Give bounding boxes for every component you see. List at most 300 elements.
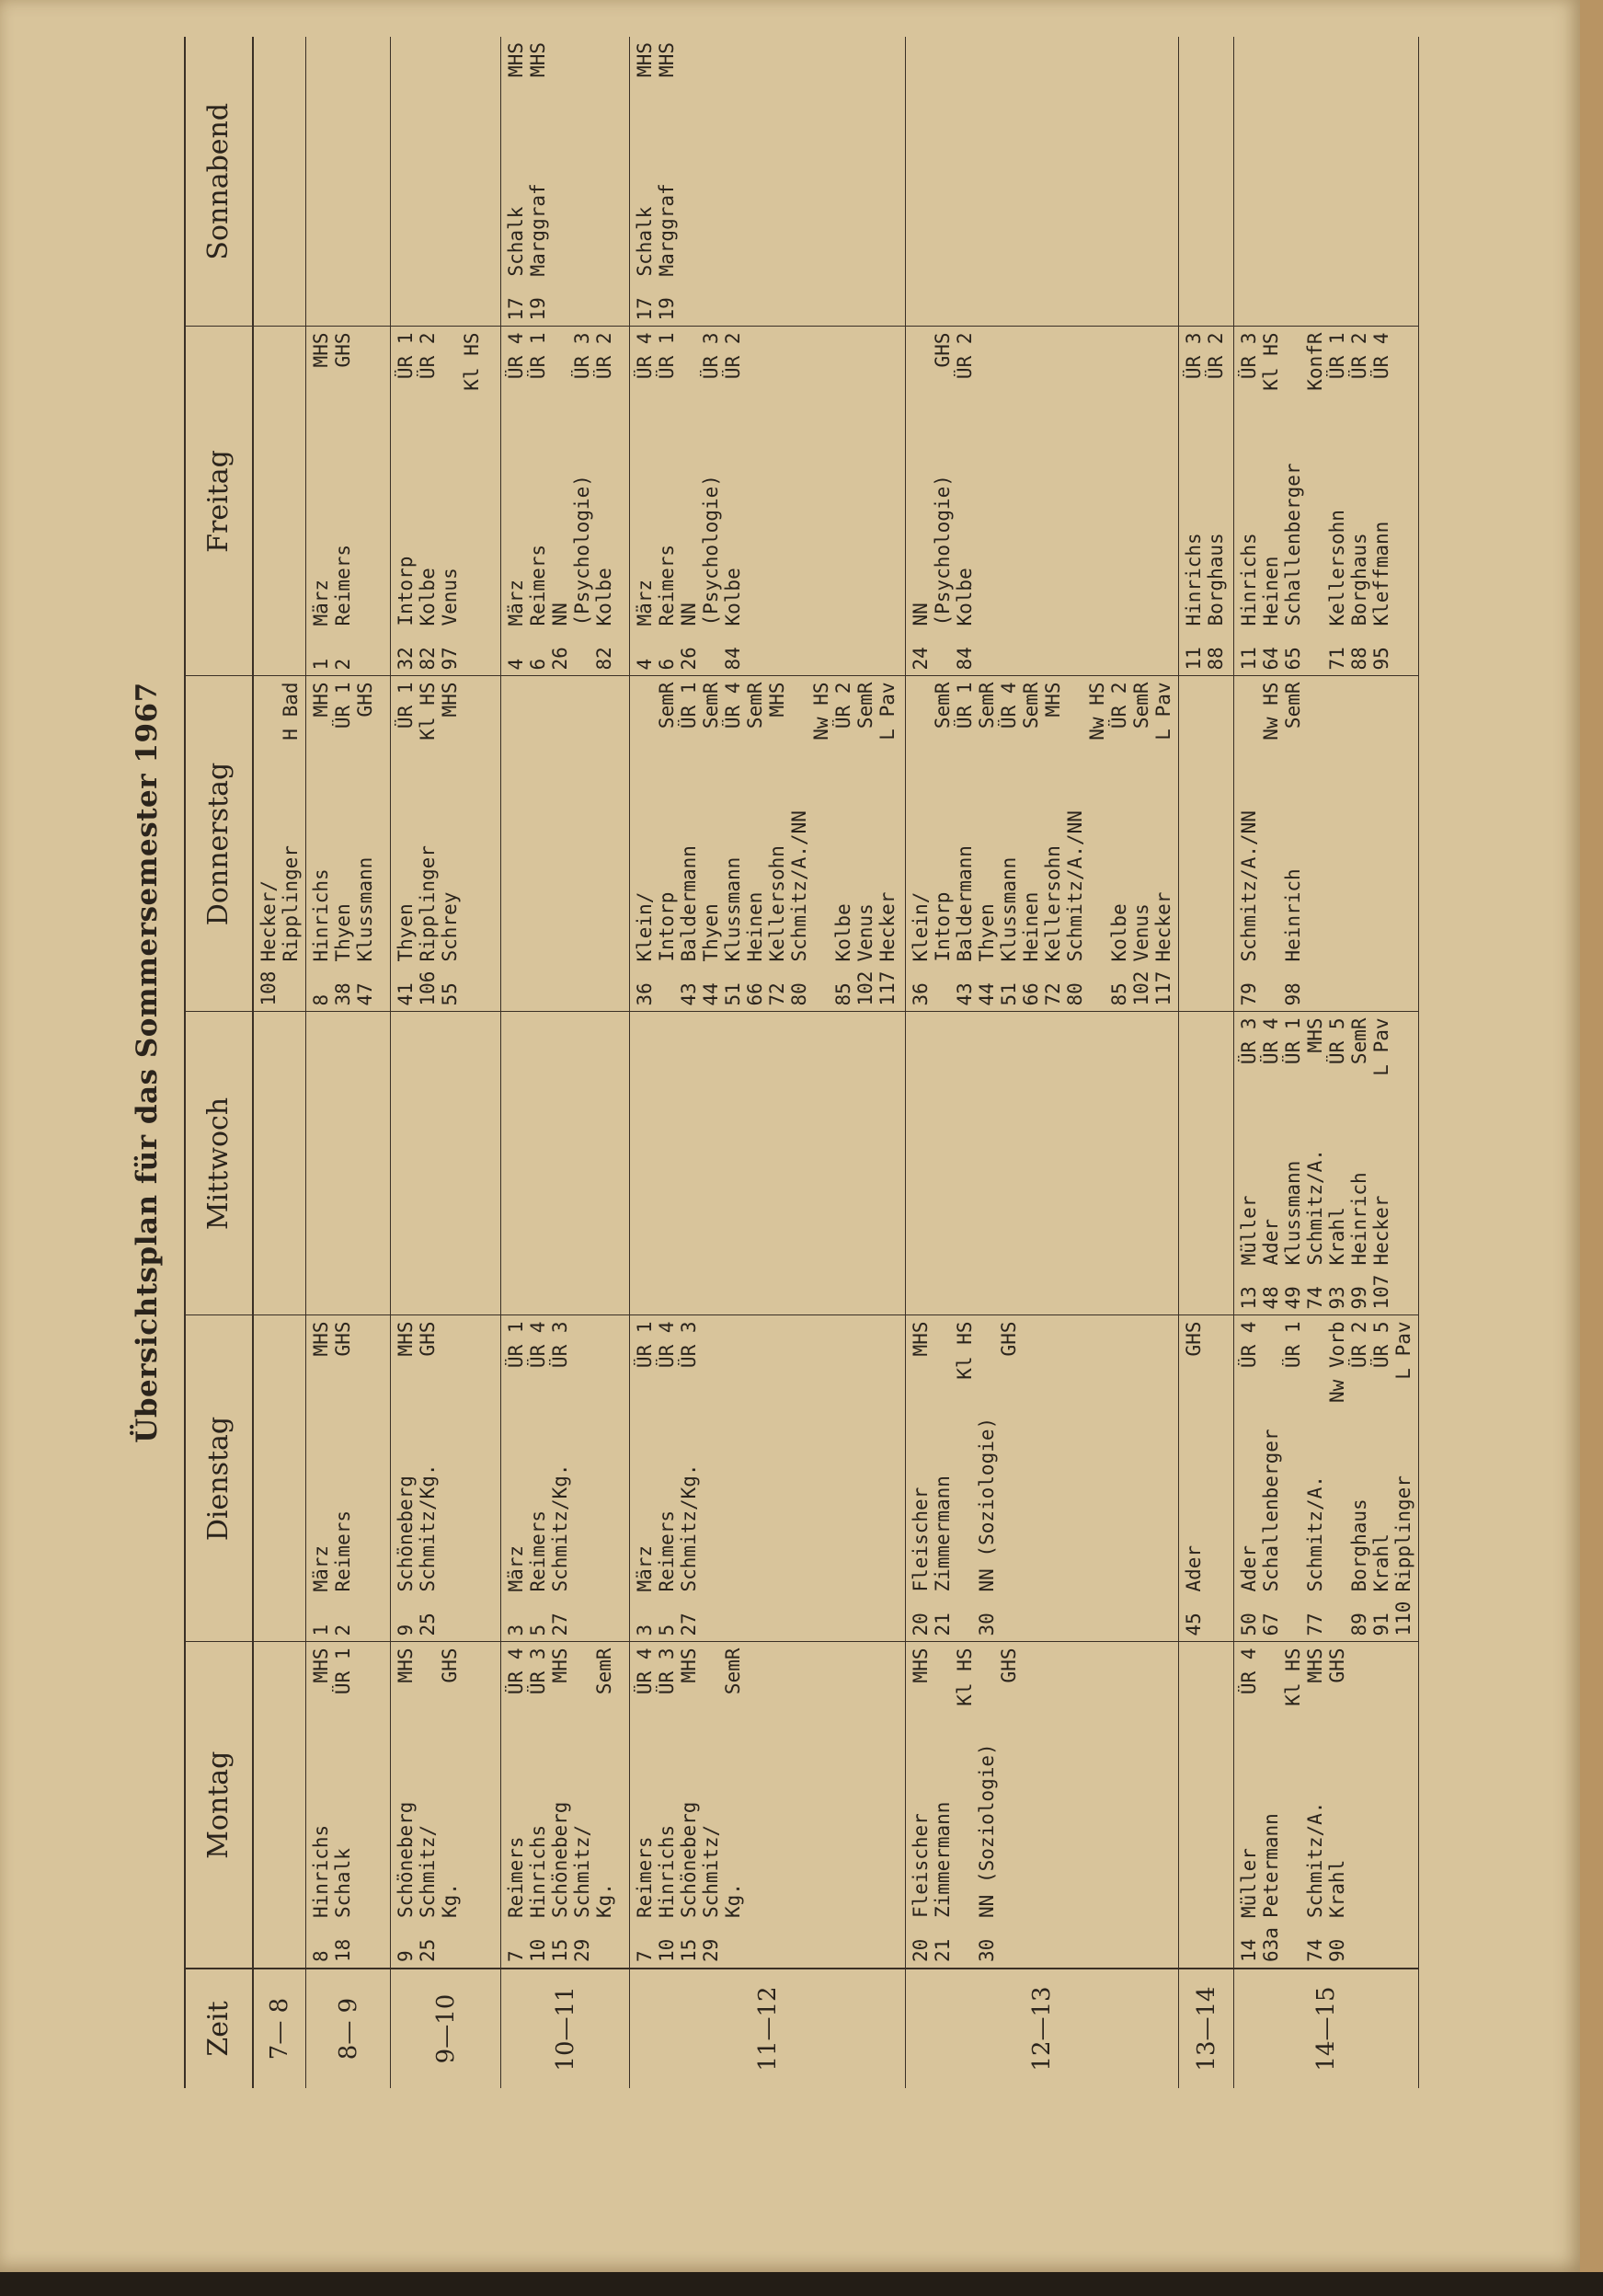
- course-entry: [439, 333, 461, 671]
- room-label: ÜR 5: [1326, 1017, 1348, 1065]
- room-label: ÜR 2: [1348, 332, 1370, 380]
- schedule-cell: [306, 327, 391, 676]
- room-label: MHS: [395, 1321, 417, 1357]
- course-entry: [1348, 1018, 1370, 1310]
- course-entry: [788, 683, 810, 1006]
- course-entry: [1152, 683, 1174, 1006]
- lecturer-name: Intorp: [395, 556, 417, 626]
- room-label: L Pav: [1392, 1321, 1414, 1380]
- schedule-cell: [630, 1012, 906, 1315]
- room-label: MHS: [549, 1647, 571, 1683]
- course-number: 110: [1392, 1601, 1414, 1636]
- room-label: ÜR 2: [954, 332, 976, 380]
- room-label: ÜR 2: [417, 332, 439, 380]
- room-label: MHS: [1304, 1647, 1326, 1683]
- course-number: 63a: [1260, 1927, 1282, 1962]
- room-label: KonfR: [1304, 332, 1326, 391]
- lecturer-name: Kellersohn: [1326, 510, 1348, 626]
- course-number: 20: [910, 1938, 932, 1962]
- room-label: ÜR 3: [549, 1321, 571, 1369]
- course-number: 117: [1152, 970, 1174, 1006]
- course-number: 66: [1020, 982, 1042, 1006]
- time-slot: 9—10: [391, 1969, 501, 2088]
- course-number: 106: [417, 970, 439, 1006]
- course-entry: [1282, 1018, 1304, 1310]
- course-entry: [332, 1648, 354, 1963]
- course-entry: [1326, 333, 1348, 671]
- lecturer-name: Schmitz/A./NN: [1238, 810, 1260, 962]
- course-entry: [1370, 1018, 1392, 1310]
- room-label: Nw HS: [1260, 682, 1282, 740]
- course-number: 27: [678, 1613, 700, 1636]
- schedule-cell: [630, 327, 906, 676]
- room-label: ÜR 1: [656, 332, 678, 380]
- room-label: GHS: [354, 682, 376, 718]
- course-number: 7: [505, 1950, 527, 1962]
- schedule-cell: [1234, 676, 1419, 1012]
- room-label: GHS: [417, 1321, 439, 1357]
- course-entry: [1282, 1648, 1304, 1963]
- schedule-cell: [391, 37, 501, 327]
- course-number: 43: [678, 982, 700, 1006]
- lecturer-name: Klussmann: [998, 856, 1020, 962]
- lecturer-name: NN (Soziologie): [976, 1417, 998, 1592]
- course-entry: [832, 683, 854, 1006]
- lecturer-name: Klussmann: [1282, 1160, 1304, 1266]
- course-entry: [1326, 1648, 1348, 1963]
- course-number: 5: [527, 1624, 549, 1636]
- room-label: SemR: [744, 682, 766, 729]
- lecturer-name: Hinrichs: [310, 868, 332, 962]
- course-number: 18: [332, 1938, 354, 1962]
- room-label: MHS: [656, 42, 678, 77]
- course-entry: [722, 683, 744, 1006]
- course-number: 21: [932, 1938, 954, 1962]
- course-entry: [280, 683, 302, 1006]
- lecturer-name: Intorp: [932, 891, 954, 962]
- room-label: ÜR 4: [722, 682, 744, 729]
- course-number: 84: [722, 647, 744, 671]
- rotated-schedule: [120, 37, 1416, 2088]
- course-entry: [700, 1648, 722, 1963]
- room-label: Kl HS: [461, 332, 483, 391]
- room-label: ÜR 4: [634, 1647, 656, 1695]
- course-entry: [439, 683, 461, 1006]
- room-label: GHS: [332, 1321, 354, 1357]
- lecturer-name: Klein/: [634, 891, 656, 962]
- lecturer-name: Schmitz/A.: [1304, 1801, 1326, 1918]
- course-number: 14: [1238, 1938, 1260, 1962]
- page-edge: [1580, 0, 1603, 2296]
- course-entry: [1183, 333, 1205, 671]
- course-entry: [634, 333, 656, 671]
- room-label: MHS: [310, 682, 332, 718]
- course-number: 8: [310, 993, 332, 1006]
- room-label: SemR: [1282, 682, 1304, 729]
- course-number: 30: [976, 1613, 998, 1636]
- course-entry: [1348, 333, 1370, 671]
- lecturer-name: Schmitz/: [571, 1824, 593, 1918]
- course-entry: [527, 333, 549, 671]
- course-entry: [932, 1322, 954, 1636]
- schedule-cell: [501, 327, 630, 676]
- course-entry: [910, 683, 932, 1006]
- lecturer-name: Fleischer: [910, 1487, 932, 1592]
- room-label: GHS: [1183, 1321, 1205, 1357]
- schedule-cell: [1179, 1012, 1234, 1315]
- schedule-cell: [630, 676, 906, 1012]
- course-number: 79: [1238, 982, 1260, 1006]
- course-number: 91: [1370, 1613, 1392, 1636]
- course-number: 107: [1370, 1274, 1392, 1310]
- course-entry: [766, 683, 788, 1006]
- lecturer-name: Schmitz/: [700, 1824, 722, 1918]
- header-sonnabend: Sonnabend: [185, 37, 253, 327]
- room-label: SemR: [700, 682, 722, 729]
- scan-border: [0, 2272, 1603, 2296]
- course-number: 11: [1183, 647, 1205, 671]
- lecturer-name: Borghaus: [1205, 533, 1227, 626]
- course-number: 13: [1238, 1286, 1260, 1310]
- lecturer-name: Ripplinger: [1392, 1475, 1414, 1592]
- course-entry: [461, 333, 483, 671]
- course-number: 49: [1282, 1286, 1304, 1310]
- course-entry: [593, 1648, 615, 1963]
- course-number: 95: [1370, 647, 1392, 671]
- course-number: 20: [910, 1613, 932, 1636]
- schedule-cell: [1234, 1012, 1419, 1315]
- course-entry: [656, 333, 678, 671]
- room-label: Nw Vorb: [1326, 1321, 1348, 1404]
- course-number: 3: [505, 1624, 527, 1636]
- course-number: 85: [832, 982, 854, 1006]
- lecturer-name: März: [634, 579, 656, 626]
- lecturer-name: Marggraf: [527, 183, 549, 277]
- course-entry: [678, 683, 700, 1006]
- course-entry: [1260, 1322, 1282, 1636]
- course-number: 88: [1348, 647, 1370, 671]
- lecturer-name: NN (Soziologie): [976, 1743, 998, 1918]
- room-label: ÜR 4: [1238, 1321, 1260, 1369]
- course-entry: [932, 333, 954, 671]
- course-number: 2: [332, 658, 354, 671]
- schedule-cell: [906, 37, 1179, 327]
- course-entry: [976, 1648, 998, 1963]
- room-label: SemR: [932, 682, 954, 729]
- course-entry: [1282, 683, 1304, 1006]
- course-entry: [722, 333, 744, 671]
- course-number: 74: [1304, 1286, 1326, 1310]
- course-entry: [549, 1322, 571, 1636]
- course-number: 6: [656, 658, 678, 671]
- course-number: 10: [656, 1938, 678, 1962]
- lecturer-name: Baldermann: [678, 845, 700, 962]
- schedule-row: [1234, 37, 1419, 2088]
- lecturer-name: Hecker/: [258, 879, 280, 962]
- room-label: Kl HS: [1282, 1647, 1304, 1706]
- course-number: 65: [1282, 647, 1304, 671]
- course-number: 29: [700, 1938, 722, 1962]
- lecturer-name: Reimers: [505, 1836, 527, 1918]
- course-entry: [310, 683, 332, 1006]
- course-number: 9: [395, 1950, 417, 1962]
- schedule-cell: [253, 1315, 306, 1642]
- room-label: SemR: [1020, 682, 1042, 729]
- room-label: ÜR 1: [1326, 332, 1348, 380]
- course-number: 29: [571, 1938, 593, 1962]
- header-donnerstag: Donnerstag: [185, 676, 253, 1012]
- room-label: SemR: [976, 682, 998, 729]
- course-entry: [395, 1648, 417, 1963]
- room-label: ÜR 1: [678, 682, 700, 729]
- lecturer-name: Thyen: [332, 903, 354, 962]
- schedule-row: [1179, 37, 1234, 2088]
- course-number: 19: [656, 297, 678, 321]
- course-number: 19: [527, 297, 549, 321]
- course-number: 21: [932, 1613, 954, 1636]
- room-label: ÜR 3: [527, 1647, 549, 1695]
- room-label: ÜR 2: [1108, 682, 1130, 729]
- course-entry: [1326, 1322, 1348, 1636]
- course-number: 67: [1260, 1613, 1282, 1636]
- lecturer-name: Thyen: [395, 903, 417, 962]
- course-entry: [678, 1648, 700, 1963]
- lecturer-name: Klein/: [910, 891, 932, 962]
- lecturer-name: Thyen: [700, 903, 722, 962]
- room-label: ÜR 1: [395, 332, 417, 380]
- room-label: SemR: [1130, 682, 1152, 729]
- room-label: Kl HS: [417, 682, 439, 740]
- course-entry: [439, 1648, 461, 1963]
- course-entry: [505, 1648, 527, 1963]
- lecturer-name: März: [310, 579, 332, 626]
- course-entry: [1304, 1018, 1326, 1310]
- time-slot: 10—11: [501, 1969, 630, 2088]
- course-number: 55: [439, 982, 461, 1006]
- room-label: MHS: [310, 1321, 332, 1357]
- schedule-cell: [306, 37, 391, 327]
- course-entry: [1183, 1322, 1205, 1636]
- course-entry: [310, 333, 332, 671]
- course-number: 108: [258, 970, 280, 1006]
- room-label: ÜR 4: [505, 1647, 527, 1695]
- course-number: 51: [998, 982, 1020, 1006]
- lecturer-name: Intorp: [656, 891, 678, 962]
- lecturer-name: Kg.: [722, 1883, 744, 1918]
- course-entry: [417, 1322, 439, 1636]
- course-entry: [1205, 333, 1227, 671]
- lecturer-name: Kolbe: [832, 903, 854, 962]
- course-entry: [354, 683, 376, 1006]
- room-label: ÜR 2: [722, 332, 744, 380]
- course-number: 43: [954, 982, 976, 1006]
- time-slot: 11—12: [630, 1969, 906, 2088]
- room-label: GHS: [998, 1647, 1020, 1683]
- schedule-cell: [391, 327, 501, 676]
- course-entry: [395, 683, 417, 1006]
- course-entry: [744, 683, 766, 1006]
- lecturer-name: Kolbe: [722, 568, 744, 626]
- course-entry: [1260, 1648, 1282, 1963]
- lecturer-name: Heinen: [744, 891, 766, 962]
- course-entry: [854, 683, 876, 1006]
- schedule-row: [906, 37, 1179, 2088]
- course-entry: [332, 333, 354, 671]
- schedule-cell: [1234, 37, 1419, 327]
- time-slot: 13—14: [1179, 1969, 1234, 2088]
- course-entry: [505, 333, 527, 671]
- room-label: H Bad: [280, 682, 302, 740]
- lecturer-name: Schallenberger: [1282, 463, 1304, 626]
- room-label: MHS: [910, 1321, 932, 1357]
- course-number: 5: [656, 1624, 678, 1636]
- room-label: ÜR 4: [656, 1321, 678, 1369]
- room-label: MHS: [910, 1647, 932, 1683]
- course-number: 44: [700, 982, 722, 1006]
- course-entry: [1348, 1322, 1370, 1636]
- course-number: 36: [910, 982, 932, 1006]
- lecturer-name: Hinrichs: [527, 1824, 549, 1918]
- lecturer-name: Heinen: [1020, 891, 1042, 962]
- course-entry: [1042, 683, 1064, 1006]
- room-label: ÜR 5: [1370, 1321, 1392, 1369]
- course-number: 3: [634, 1624, 656, 1636]
- course-entry: [417, 683, 439, 1006]
- room-label: ÜR 1: [1282, 1017, 1304, 1065]
- room-label: ÜR 4: [1260, 1017, 1282, 1065]
- course-entry: [656, 42, 678, 321]
- course-number: 26: [549, 647, 571, 671]
- course-number: 117: [876, 970, 899, 1006]
- room-label: ÜR 4: [1370, 332, 1392, 380]
- lecturer-name: Schmitz/A.: [1304, 1475, 1326, 1592]
- room-label: ÜR 1: [395, 682, 417, 729]
- course-number: 89: [1348, 1613, 1370, 1636]
- schedule-cell: [391, 1012, 501, 1315]
- room-label: ÜR 4: [998, 682, 1020, 729]
- course-number: 72: [766, 982, 788, 1006]
- lecturer-name: Heinrich: [1348, 1172, 1370, 1266]
- lecturer-name: Kolbe: [593, 568, 615, 626]
- header-zeit: Zeit: [185, 1969, 253, 2088]
- course-entry: [634, 683, 656, 1006]
- course-entry: [1064, 683, 1086, 1006]
- course-entry: [1304, 1322, 1326, 1636]
- course-number: 84: [954, 647, 976, 671]
- schedule-cell: [630, 1315, 906, 1642]
- lecturer-name: Reimers: [527, 544, 549, 626]
- room-label: ÜR 4: [527, 1321, 549, 1369]
- course-entry: [549, 333, 571, 671]
- course-entry: [593, 333, 615, 671]
- course-entry: [417, 333, 439, 671]
- course-entry: [954, 683, 976, 1006]
- course-entry: [395, 333, 417, 671]
- lecturer-name: Krahl: [1326, 1859, 1348, 1918]
- course-number: 77: [1304, 1613, 1326, 1636]
- schedule-cell: [391, 1642, 501, 1969]
- schedule-cell: [906, 1315, 1179, 1642]
- room-label: ÜR 4: [1238, 1647, 1260, 1695]
- room-label: ÜR 3: [656, 1647, 678, 1695]
- course-number: 45: [1183, 1613, 1205, 1636]
- lecturer-name: Müller: [1238, 1848, 1260, 1918]
- lecturer-name: Kellersohn: [1042, 845, 1064, 962]
- course-entry: [954, 1648, 976, 1963]
- schedule-row: [630, 37, 906, 2088]
- course-entry: [1370, 333, 1392, 671]
- course-entry: [1238, 1648, 1260, 1963]
- course-number: 27: [549, 1613, 571, 1636]
- schedule-table: [184, 37, 1419, 2088]
- course-entry: [998, 1648, 1020, 1963]
- room-label: ÜR 1: [1282, 1321, 1304, 1369]
- course-entry: [700, 333, 722, 671]
- schedule-cell: [1234, 1315, 1419, 1642]
- course-entry: [876, 683, 899, 1006]
- course-entry: [656, 683, 678, 1006]
- lecturer-name: März: [634, 1544, 656, 1592]
- course-entry: [571, 333, 593, 671]
- course-number: 17: [634, 297, 656, 321]
- lecturer-name: Thyen: [976, 903, 998, 962]
- room-label: MHS: [1042, 682, 1064, 718]
- course-entry: [1304, 1648, 1326, 1963]
- room-label: ÜR 3: [700, 332, 722, 380]
- lecturer-name: Reimers: [634, 1836, 656, 1918]
- lecturer-name: Schöneberg: [549, 1801, 571, 1918]
- lecturer-name: Reimers: [527, 1510, 549, 1592]
- schedule-cell: [306, 1642, 391, 1969]
- room-label: SemR: [656, 682, 678, 729]
- course-entry: [976, 683, 998, 1006]
- schedule-cell: [1234, 1642, 1419, 1969]
- lecturer-name: (Psychologie): [700, 475, 722, 626]
- schedule-cell: [253, 1012, 306, 1315]
- lecturer-name: Kellersohn: [766, 845, 788, 962]
- room-label: ÜR 1: [634, 1321, 656, 1369]
- course-number: 6: [527, 658, 549, 671]
- course-entry: [722, 1648, 744, 1963]
- lecturer-name: Venus: [1130, 903, 1152, 962]
- lecturer-name: Ripplinger: [280, 845, 302, 962]
- lecturer-name: (Psychologie): [571, 475, 593, 626]
- course-entry: [998, 1322, 1020, 1636]
- lecturer-name: Kg.: [439, 1883, 461, 1918]
- schedule-cell: [630, 37, 906, 327]
- course-entry: [1086, 683, 1108, 1006]
- course-number: 72: [1042, 982, 1064, 1006]
- lecturer-name: Schallenberger: [1260, 1429, 1282, 1592]
- room-label: MHS: [766, 682, 788, 718]
- room-label: ÜR 1: [954, 682, 976, 729]
- room-label: MHS: [395, 1647, 417, 1683]
- course-number: 9: [395, 1624, 417, 1636]
- room-label: MHS: [310, 332, 332, 368]
- schedule-cell: [1179, 327, 1234, 676]
- header-mittwoch: Mittwoch: [185, 1012, 253, 1315]
- lecturer-name: Schalk: [332, 1848, 354, 1918]
- schedule-cell: [906, 1012, 1179, 1315]
- course-entry: [571, 1648, 593, 1963]
- lecturer-name: Ader: [1183, 1544, 1205, 1592]
- course-entry: [1282, 1322, 1304, 1636]
- lecturer-name: Hinrichs: [656, 1824, 678, 1918]
- lecturer-name: Schalk: [634, 206, 656, 277]
- course-number: 25: [417, 1938, 439, 1962]
- course-number: 51: [722, 982, 744, 1006]
- course-entry: [527, 1648, 549, 1963]
